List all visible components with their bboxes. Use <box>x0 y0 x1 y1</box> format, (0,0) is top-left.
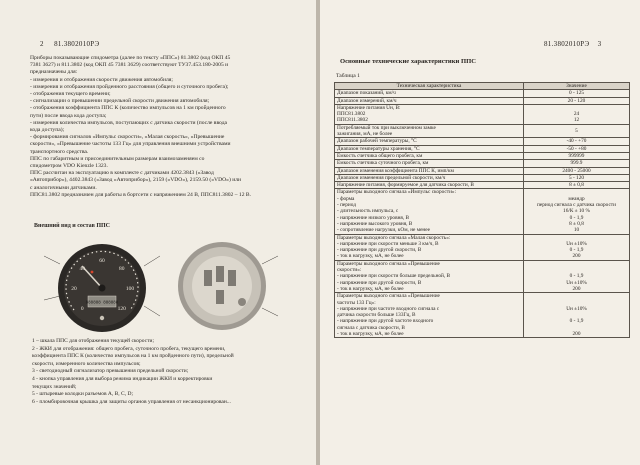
intro-line: - сигнализации о превышении предельной скорости движения автомобиля; <box>30 98 210 105</box>
param-line: - форма <box>337 195 355 202</box>
param-line: зажигания, мА, не более <box>337 131 393 138</box>
table-row <box>335 189 630 234</box>
intro-line: - измерения и отображения скорости движения автомобиля; <box>30 76 173 83</box>
param-line: - напряжение при скорости меньше 3 км/ч, В <box>337 240 439 247</box>
param-line: Напряжение питания, формируемое для датчика скорости, В <box>337 182 474 189</box>
param-cell <box>335 189 524 234</box>
value-cell <box>524 260 630 292</box>
param-cell <box>335 124 524 138</box>
value-line: период сигнала с датчика скорости <box>537 202 616 209</box>
param-line: Диапазон изменения коэффициента ППС К, имп/км <box>337 167 454 174</box>
table-row <box>335 234 630 260</box>
intro-line: - отображения коэффициента ППС К (количество импульсов на 1 км пройденного <box>30 105 226 112</box>
param-line: - напряжение при другой скорости, В <box>337 247 422 254</box>
param-line: Потребляемый ток при выключенном замке <box>337 124 436 131</box>
value-line: 200 <box>572 330 581 337</box>
value-cell <box>524 152 630 159</box>
control-button <box>100 316 104 320</box>
param-line: - напряжение при скорости больше предельной, В <box>337 273 451 280</box>
value-cell <box>524 189 630 234</box>
param-cell <box>335 97 524 104</box>
scale-label: 80 <box>119 266 125 273</box>
right-page-header <box>544 40 601 48</box>
param-line: Параметры выходного сигнала «Малая скорость»: <box>337 234 451 241</box>
value-line: 0 - 1,9 <box>569 318 584 325</box>
value-cell <box>524 234 630 260</box>
param-line: - напряжение при другой скорости, В <box>337 279 422 286</box>
param-cell <box>335 174 524 181</box>
param-cell <box>335 138 524 145</box>
connector-block-d <box>216 290 224 304</box>
value-line: -40 - +70 <box>566 138 587 145</box>
intro-line: пути) после ввода кода доступа; <box>30 112 107 119</box>
value-line: 8 ± 0,8 <box>569 220 584 227</box>
param-cell <box>335 182 524 189</box>
value-cell <box>524 160 630 167</box>
table-row <box>335 182 630 189</box>
value-line: 200 <box>572 253 581 260</box>
value-line: Uн ±10% <box>566 279 587 286</box>
intro-line: - формирования сигналов «Импульс скорости», «Малая скорость», «Превышение <box>30 134 225 141</box>
connector-block-b <box>216 266 224 282</box>
table-row <box>335 160 630 167</box>
param-line: скорости»: <box>337 267 362 274</box>
value-line: 10 <box>573 227 580 234</box>
left-doc-code: 81.3802010РЭ <box>54 40 100 48</box>
value-cell <box>524 174 630 181</box>
param-cell <box>335 145 524 152</box>
value-line: 0 - 1,9 <box>569 247 584 254</box>
intro-line: Приборы показывающие спидометра (далее по тексту «ППС») 81.3802 (код ОКП 45 <box>30 55 231 61</box>
value-line: 0 - 1,9 <box>569 214 584 221</box>
param-line: - напряжение при частоте входного сигнала с <box>337 305 440 312</box>
param-line: Параметры выходного сигнала «Импульс скорости»: <box>337 189 457 196</box>
value-line: 20 - 120 <box>567 97 586 104</box>
table-row <box>335 293 630 338</box>
spec-title: Основные технические характеристики ППС <box>340 58 476 65</box>
param-line: ППС81.3802 <box>337 111 366 118</box>
left-page-header <box>40 40 99 48</box>
param-line: ППС811.3802 <box>337 117 368 124</box>
param-line: - ток в нагрузку, мА, не более <box>337 253 404 260</box>
param-line: Диапазон рабочей температуры, °С <box>337 138 417 145</box>
seal-cover <box>238 298 246 306</box>
intro-line: - измерения количества импульсов, поступающих с датчика скорости (после ввода <box>30 119 228 126</box>
param-cell <box>335 152 524 159</box>
value-line: Uн ±10% <box>566 240 587 247</box>
param-line: - период <box>337 202 356 209</box>
intro-line: - отображения текущего времени; <box>30 91 111 98</box>
param-line: Параметры выходного сигнала «Превышение <box>337 293 440 300</box>
caption-line: 2 - ЖКИ для отображения: общего пробега, суточного пробега, текущего времени, <box>32 345 226 352</box>
table-header-row <box>335 83 630 90</box>
intro-line: ППС рассчитан на эксплуатацию в комплекте с датчиками 4202.3843 («Завод <box>30 170 214 177</box>
scale-label: 100 <box>125 286 135 292</box>
intro-line: предназначены для: <box>30 69 78 76</box>
param-line: - ток в нагрузку, мА, не более <box>337 285 404 292</box>
intro-line: транспортного средства. <box>30 148 89 155</box>
right-page-number: 3 <box>597 40 602 48</box>
value-line: 0 - 1,9 <box>569 273 584 280</box>
table-caption: Таблица 1 <box>336 73 360 79</box>
param-line: - ток в нагрузку, мА, не более <box>337 330 404 337</box>
table-row <box>335 174 630 181</box>
overspeed-led-icon <box>91 271 94 274</box>
caption-line: 4 - кнопка управления для выбора режима индикации ЖКИ и корректировки <box>32 375 213 382</box>
value-cell <box>524 293 630 338</box>
left-page-number: 2 <box>40 40 44 48</box>
value-line: -50 - +80 <box>566 145 587 152</box>
intro-text <box>30 55 302 199</box>
param-cell <box>335 160 524 167</box>
right-doc-code: 81.3802010РЭ <box>544 40 590 48</box>
param-line: - сопротивление нагрузки, кОм, не менее <box>337 227 430 234</box>
intro-line: скорости», «Превышение частоты 133 Гц» для управления внешними устройствами <box>30 141 231 148</box>
param-cell <box>335 90 524 97</box>
table-row <box>335 167 630 174</box>
param-line: - напряжение высокого уровня, В <box>337 220 413 227</box>
table-row <box>335 97 630 104</box>
value-line: меандр <box>568 195 585 202</box>
table-row <box>335 138 630 145</box>
value-line: 200 <box>572 285 581 292</box>
scale-label: 0 <box>80 305 84 312</box>
param-line: - длительность импульса, с <box>337 208 399 215</box>
param-cell <box>335 167 524 174</box>
scale-label: 40 <box>79 266 85 273</box>
intro-line: с аналогичными датчиками. <box>30 184 97 191</box>
intro-line: ППС81.3802 предназначен для работы в бортсети с напряжением 24 В, ППС811.3802 – 12 В. <box>30 191 252 198</box>
param-line: Параметры выходного сигнала «Превышение <box>337 260 440 267</box>
value-line: 8 ± 0,8 <box>569 182 584 189</box>
connector-block-a <box>204 270 212 286</box>
scale-label: 60 <box>99 258 105 264</box>
value-line: 5 <box>575 127 578 134</box>
table-row <box>335 145 630 152</box>
value-line: Uн ±10% <box>566 305 587 312</box>
gauge-captions <box>32 338 308 406</box>
param-line: - напряжение низкого уровня, В <box>337 214 410 221</box>
speedometer-front <box>58 244 146 332</box>
gauge-illustration <box>40 236 290 334</box>
param-line: Емкость счетчика общего пробега, км <box>337 152 423 159</box>
value-line: 24 <box>573 111 580 118</box>
left-page <box>0 0 316 465</box>
value-line: 5 - 120 <box>568 174 584 181</box>
scale-label: 20 <box>71 286 77 292</box>
param-line: сигнала с датчика скорости, В <box>337 324 405 331</box>
value-line: 12 <box>573 117 580 124</box>
caption-line: 3 - светодиодный сигнализатор превышения предельной скорости; <box>32 368 189 375</box>
value-line: 999.9 <box>570 160 583 167</box>
spec-table <box>334 82 630 338</box>
value-line: 999999 <box>568 152 585 159</box>
speedometer-rear <box>178 242 278 330</box>
table-row <box>335 124 630 138</box>
scale-label: 120 <box>117 305 126 312</box>
param-line: Диапазон показаний, км/ч <box>337 90 396 97</box>
caption-line: 6 - пломбировочная крышка для защиты органов управления от несанкционирован... <box>32 398 231 405</box>
value-cell <box>524 104 630 124</box>
table-row <box>335 260 630 292</box>
gauge-photo <box>40 236 290 334</box>
value-cell <box>524 182 630 189</box>
table-row <box>335 152 630 159</box>
connector-block-c <box>228 270 236 286</box>
intro-line: кода доступа); <box>30 127 65 134</box>
value-cell <box>524 90 630 97</box>
value-cell <box>524 138 630 145</box>
param-line: Напряжение питания Uн, В: <box>337 104 401 111</box>
caption-line: текущих значений; <box>32 383 77 390</box>
value-cell <box>524 97 630 104</box>
param-cell <box>335 234 524 260</box>
table-row <box>335 90 630 97</box>
section-title: Внешний вид и состав ППС <box>34 223 111 229</box>
caption-line: скорости, измеренного количества импульсов; <box>32 360 141 367</box>
param-line: - напряжение при другой частоте входного <box>337 318 434 325</box>
param-line: датчика скорости больше 133Гц, В <box>337 312 416 319</box>
intro-line: 7381 3627) и 811.3802 (код ОКП 45 7381 3629) соответствуют ТУ37.453.180-2005 и <box>30 62 229 69</box>
value-cell <box>524 145 630 152</box>
header-value: Значение <box>524 83 630 90</box>
param-line: Диапазон измерений, км/ч <box>337 97 397 104</box>
param-cell <box>335 293 524 338</box>
param-line: Диапазон изменения предельной скорости, км/ч <box>337 174 446 181</box>
caption-line: 1 – шкала ППС для отображения текущей скорости; <box>32 338 154 344</box>
header-param: Техническая характеристика <box>335 83 524 90</box>
value-line: 2400 - 25000 <box>562 167 591 174</box>
intro-line: - измерения и отображения пройденного расстояния (общего и суточного пробега); <box>30 83 229 90</box>
param-line: Диапазон температуры хранения, °С <box>337 145 420 152</box>
lcd-digits: 888888 888888 <box>85 301 119 306</box>
param-line: Емкость счетчика суточного пробега, км <box>337 160 429 167</box>
caption-line: коэффициента ППС К (количество импульсов на 1 км пройденного пути), предельной <box>32 353 234 360</box>
intro-line: «Автоприбор»), 4402.3843 («Завод «Автоприбор»), 2159 («VDO»), 2159.50 («VDO») или <box>30 177 241 184</box>
caption-line: 5 - штыревые колодки разъемов А, В, С, D; <box>32 391 133 398</box>
param-line: частоты 133 Гц»: <box>337 299 376 306</box>
param-cell <box>335 260 524 292</box>
table-row <box>335 104 630 124</box>
value-line: 16/К ± 10 % <box>563 208 590 215</box>
value-cell <box>524 167 630 174</box>
value-line: 0 - 125 <box>568 90 584 97</box>
intro-line: ППС по габаритным и присоединительным размерам взаимозаменяем со <box>30 155 205 162</box>
value-cell <box>524 124 630 138</box>
intro-line: спидометром VDO Kienzle 1323. <box>30 163 108 170</box>
param-cell <box>335 104 524 124</box>
